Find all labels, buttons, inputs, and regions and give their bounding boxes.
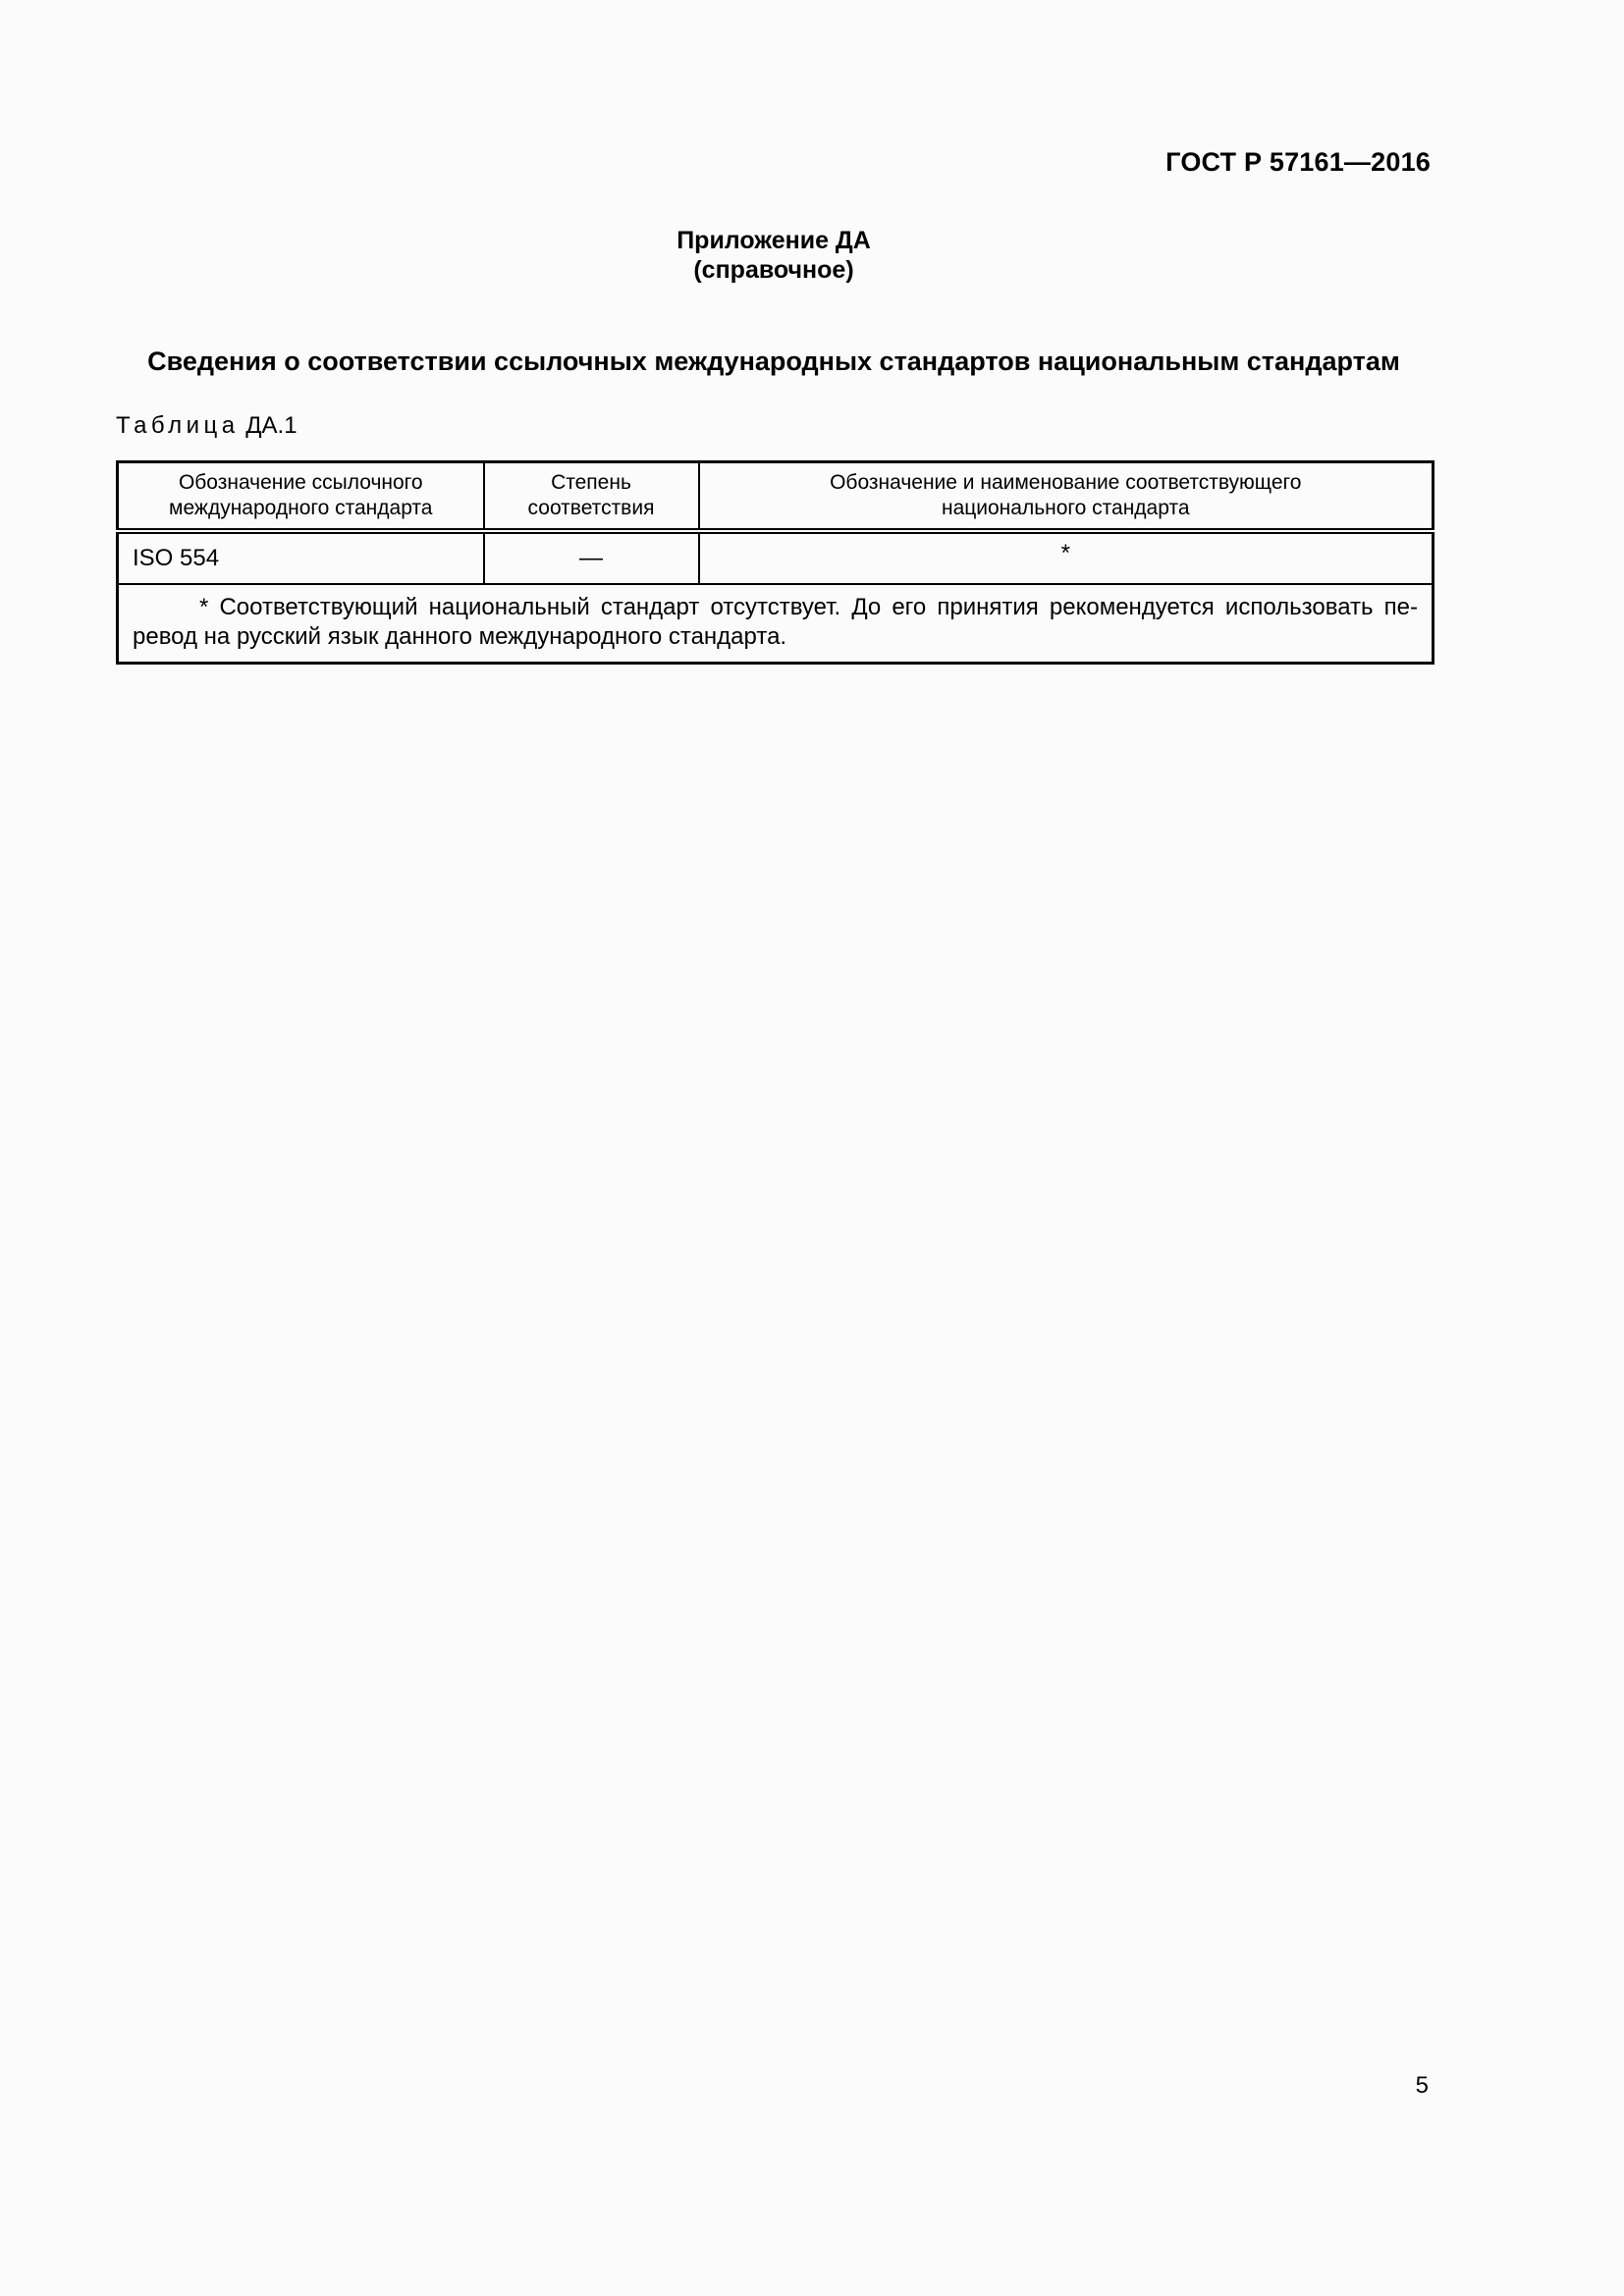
table-footnote-row xyxy=(118,584,1434,664)
cell-international-standard: ISO 554 xyxy=(118,531,484,584)
table-caption xyxy=(116,412,298,440)
cell-national-standard: * xyxy=(699,531,1434,584)
appendix-heading xyxy=(0,226,1547,285)
cell-degree: — xyxy=(484,531,699,584)
page-number: 5 xyxy=(1415,2072,1429,2099)
conformity-table xyxy=(116,460,1435,665)
appendix-title: Приложение ДА xyxy=(677,227,871,254)
table-caption-word: Таблица xyxy=(116,412,240,439)
table-header-row xyxy=(118,462,1434,532)
document-code: ГОСТ Р 57161—2016 xyxy=(1165,147,1431,177)
column-header-degree: Степень соответствия xyxy=(484,462,699,532)
section-title: Сведения о соответствии ссылочных международных стандартов национальным стандартам xyxy=(147,347,1400,376)
table-caption-number: ДА.1 xyxy=(245,412,298,439)
appendix-subtitle: (справочное) xyxy=(693,256,854,284)
table-row xyxy=(118,531,1434,584)
column-header-national-standard: Обозначение и наименование соответствующего национального стандарта xyxy=(699,462,1434,532)
table-footnote: * Соответствующий национальный стандарт отсутствует. До его принятия рекомендуется использовать пе-ревод на русский язык данного международного стандарта. xyxy=(118,584,1434,664)
column-header-international-standard: Обозначение ссылочного международного стандарта xyxy=(118,462,484,532)
